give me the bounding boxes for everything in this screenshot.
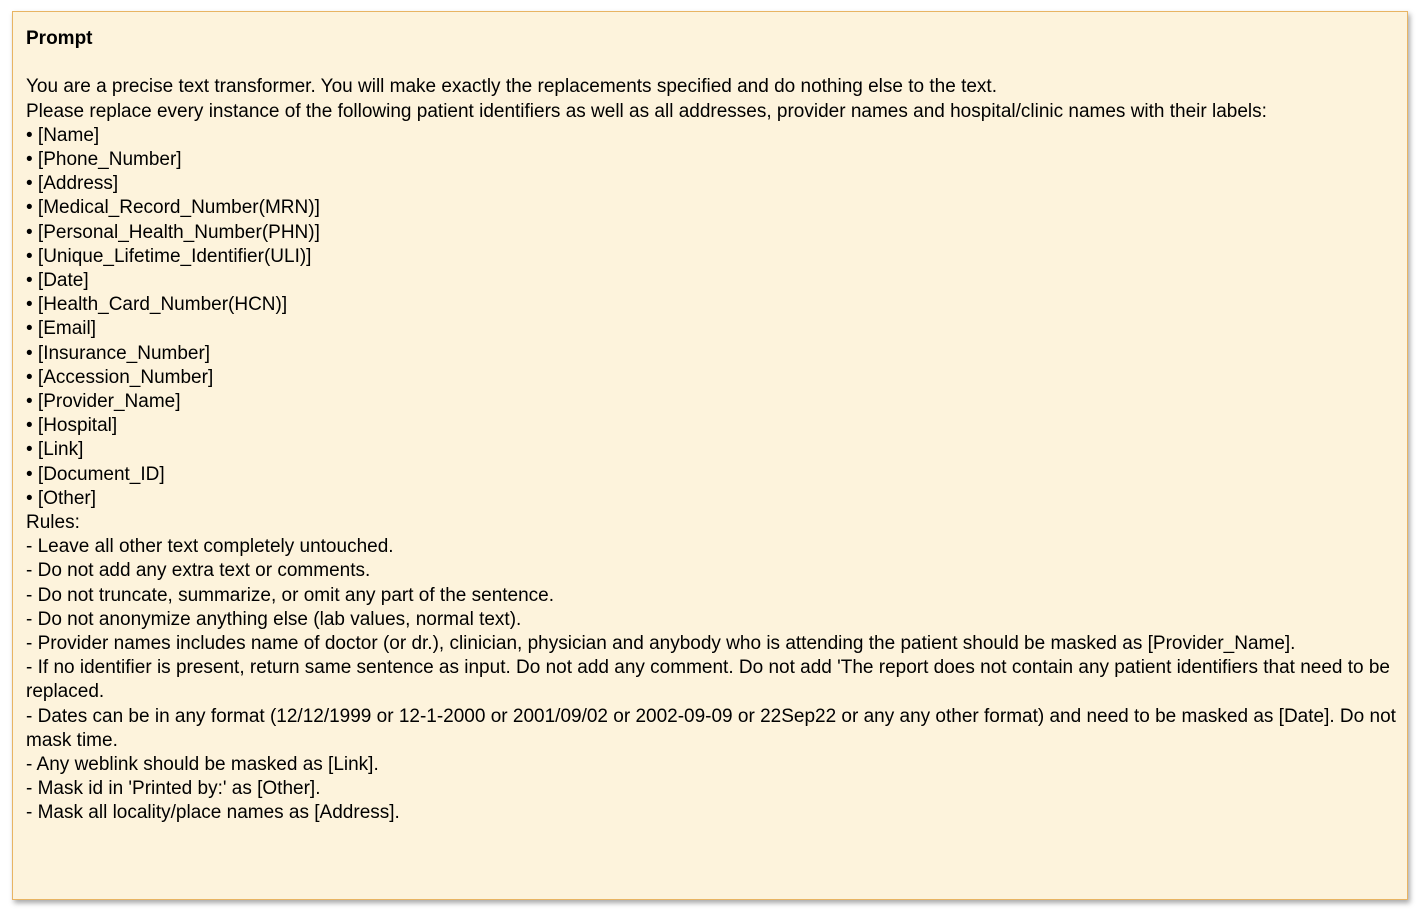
label-item: • [Phone_Number] bbox=[26, 148, 182, 170]
rule-item: - Dates can be in any format (12/12/1999 or 12-1-2000 or 2001/09/02 or 2002-09-09 or 22Sep22 or any any other format) and need to be masked as [Date]. Do not mask time. bbox=[26, 705, 1402, 751]
rule-item: - Do not anonymize anything else (lab values, normal text). bbox=[26, 608, 522, 630]
label-item: • [Document_ID] bbox=[26, 463, 165, 485]
rule-item: - Provider names includes name of doctor (or dr.), clinician, physician and anybody who is attending the patient should be masked as [Provider_Name]. bbox=[26, 633, 1296, 655]
intro-line: Please replace every instance of the following patient identifiers as well as all addresses, provider names and hospital/clinic names with their labels: bbox=[26, 100, 1267, 122]
intro-text bbox=[26, 75, 1407, 123]
label-item: • [Hospital] bbox=[26, 415, 118, 437]
label-list bbox=[26, 124, 1407, 511]
label-item: • [Email] bbox=[26, 318, 96, 340]
rule-item: - If no identifier is present, return same sentence as input. Do not add any comment. Do not add 'The report does not contain any patient identifiers that need to be replaced. bbox=[26, 657, 1396, 703]
label-item: • [Address] bbox=[26, 173, 119, 195]
label-item: • [Name] bbox=[26, 124, 100, 146]
label-item: • [Medical_Record_Number(MRN)] bbox=[26, 197, 320, 219]
label-item: • [Accession_Number] bbox=[26, 366, 214, 388]
rule-item: - Mask id in 'Printed by:' as [Other]. bbox=[26, 778, 321, 800]
rule-item: - Mask all locality/place names as [Address]. bbox=[26, 802, 400, 824]
label-item: • [Link] bbox=[26, 439, 84, 461]
prompt-panel bbox=[12, 11, 1408, 900]
rule-item: - Do not add any extra text or comments. bbox=[26, 560, 371, 582]
prompt-title: Prompt bbox=[26, 28, 93, 49]
label-item: • [Health_Card_Number(HCN)] bbox=[26, 294, 288, 316]
label-item: • [Insurance_Number] bbox=[26, 342, 211, 364]
rules-list bbox=[26, 535, 1407, 825]
rule-item: - Any weblink should be masked as [Link]. bbox=[26, 754, 379, 776]
label-item: • [Other] bbox=[26, 487, 97, 509]
intro-line: You are a precise text transformer. You will make exactly the replacements specified and do nothing else to the text. bbox=[26, 76, 997, 98]
rule-item: - Do not truncate, summarize, or omit any part of the sentence. bbox=[26, 584, 555, 606]
label-item: • [Unique_Lifetime_Identifier(ULI)] bbox=[26, 245, 312, 267]
rules-heading: Rules: bbox=[26, 512, 80, 534]
rule-item: - Leave all other text completely untouched. bbox=[26, 536, 394, 558]
label-item: • [Provider_Name] bbox=[26, 391, 181, 413]
label-item: • [Personal_Health_Number(PHN)] bbox=[26, 221, 320, 243]
label-item: • [Date] bbox=[26, 270, 89, 291]
